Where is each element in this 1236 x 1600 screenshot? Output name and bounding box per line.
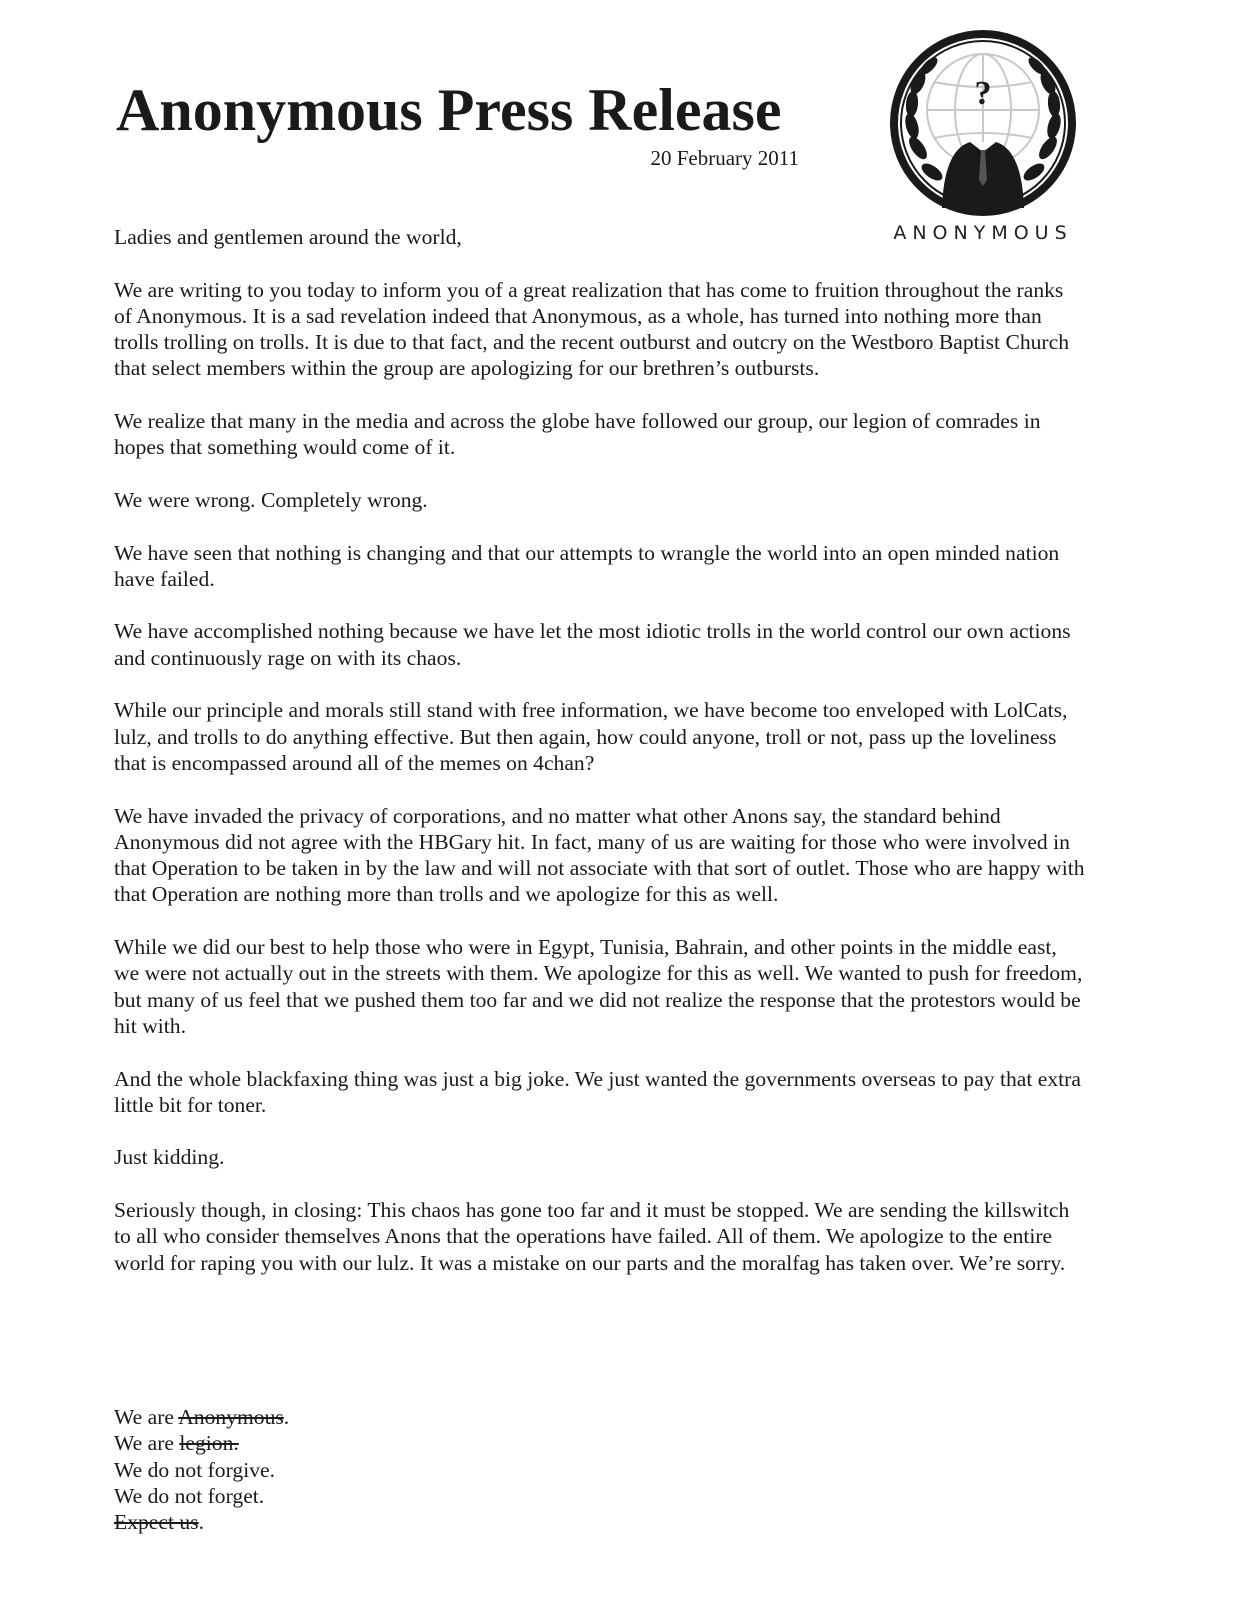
anonymous-headless-suit-globe-laurel-icon bbox=[890, 30, 1076, 220]
greeting: Ladies and gentlemen around the world, bbox=[114, 225, 462, 249]
paragraph: We are writing to you today to inform you of a great realization that has come to fruition throughout the ranks of Anonymous. It is a sad revelation indeed that Anonymous, as a whole, has turned into nothing more than trolls trolling on trolls. It is due to that fact, and the recent outburst and outcry on the Westboro Baptist Church that select members within the group are apologizing for our brethren’s outbursts. bbox=[114, 277, 1070, 381]
paragraph: While our principle and morals still stand with free information, we have become too enveloped with LolCats, lulz, and trolls to do anything effective. But then again, how could anyone, troll or not, pass up the loveliness that is encompassed around all of the memes on 4chan? bbox=[114, 698, 1068, 775]
paragraph: We have seen that nothing is changing and that our attempts to wrangle the world into an open minded nation have failed. bbox=[114, 540, 1060, 591]
paragraph: We were wrong. Completely wrong. bbox=[114, 487, 428, 512]
closing-text: . bbox=[198, 1510, 204, 1535]
closing-line: We do not forget. bbox=[114, 1483, 265, 1508]
letter-body bbox=[114, 224, 1086, 1302]
paragraph: Seriously though, in closing: This chaos has gone too far and it must be stopped. We are sending the killswitch to all who consider themselves Anons that the operations have failed. All of them. We apologize to the entire world for raping you with our lulz. It was a mistake on our parts and the moralfag has taken over. We’re sorry. bbox=[114, 1197, 1070, 1275]
paragraph: We have invaded the privacy of corporations, and no matter what other Anons say, the standard behind Anonymous did not agree with the HBGary hit. In fact, many of us are waiting for those who were involved in that Operation to be taken in by the law and will not associate with that sort of outlet. Those who are happy with that Operation are nothing more than trolls and we apologize for this as well. bbox=[114, 803, 1085, 907]
closing-signoff bbox=[114, 1404, 289, 1535]
struck-text: legion. bbox=[179, 1431, 239, 1456]
question-mark-glyph: ? bbox=[974, 75, 992, 112]
anonymous-logo bbox=[878, 28, 1088, 250]
closing-line bbox=[114, 1404, 289, 1430]
closing-text: We are bbox=[114, 1405, 179, 1429]
logo-wordmark: ANONYMOUS bbox=[893, 222, 1073, 244]
struck-text: Expect us bbox=[114, 1510, 199, 1535]
paragraph: While we did our best to help those who were in Egypt, Tunisia, Bahrain, and other points in the middle east, we were not actually out in the streets with them. We apologize for this as well. We wanted to push for freedom, but many of us feel that we pushed them too far and we did not realize the response that the protestors would be hit with. bbox=[114, 935, 1083, 1038]
struck-text: Anonymous bbox=[178, 1405, 284, 1429]
closing-line: We do not forgive. bbox=[114, 1457, 275, 1482]
page-title: Anonymous Press Release bbox=[116, 77, 782, 143]
closing-text: . bbox=[283, 1405, 290, 1429]
closing-line bbox=[114, 1509, 289, 1535]
paragraph: We have accomplished nothing because we have let the most idiotic trolls in the world control our own actions and continuously rage on with its chaos. bbox=[114, 619, 1071, 670]
paragraph: And the whole blackfaxing thing was just a big joke. We just wanted the governments overseas to pay that extra little bit for toner. bbox=[114, 1066, 1081, 1117]
closing-line bbox=[114, 1430, 289, 1456]
paragraph: We realize that many in the media and across the globe have followed our group, our legion of comrades in hopes that something would come of it. bbox=[114, 409, 1041, 460]
closing-text: We are bbox=[114, 1431, 180, 1456]
release-date: 20 February 2011 bbox=[650, 146, 799, 170]
paragraph: Just kidding. bbox=[114, 1145, 225, 1170]
